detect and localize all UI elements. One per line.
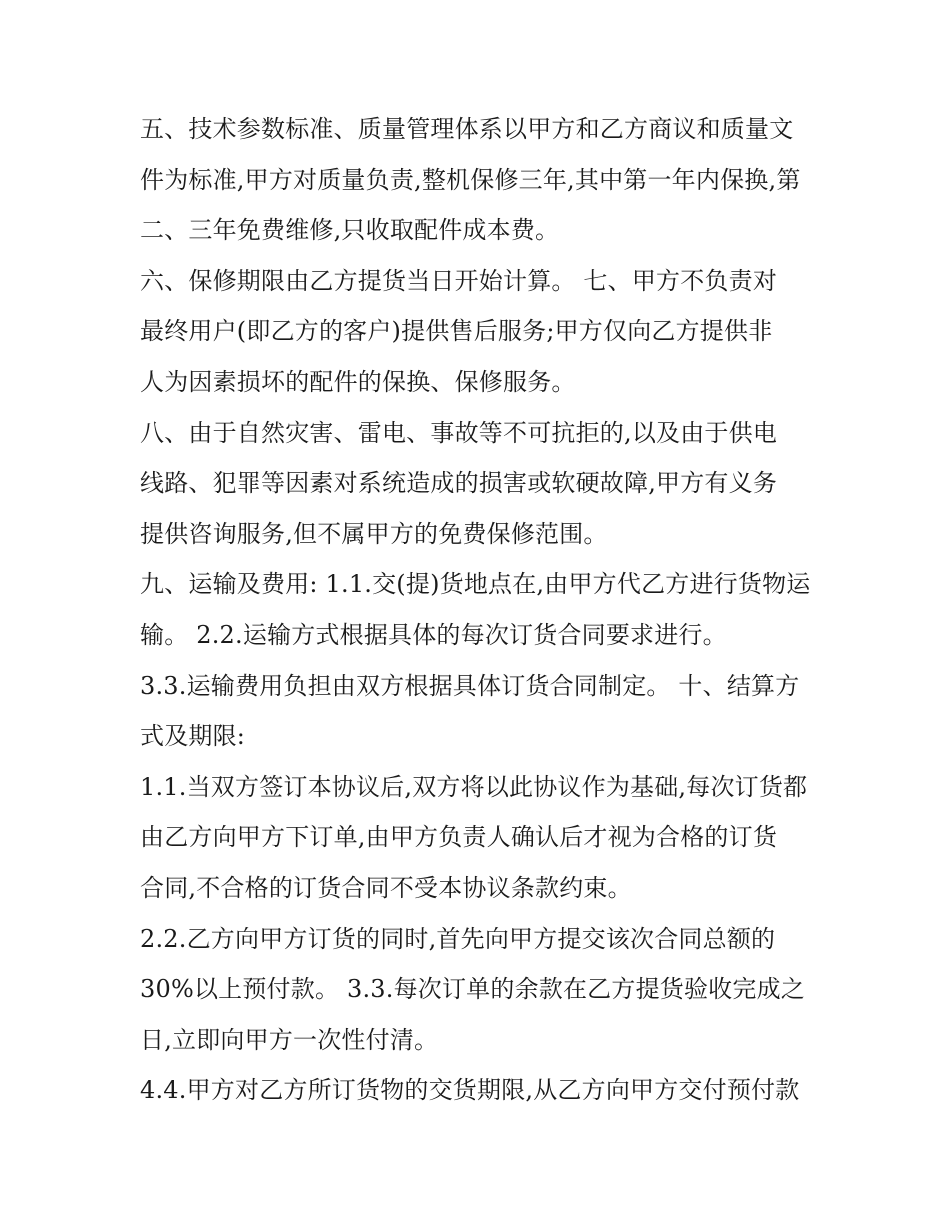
text-line: 合同,不合格的订货合同不受本协议条款约束。 <box>140 873 632 902</box>
text-line: 1.1.当双方签订本协议后,双方将以此协议作为基础,每次订货都 <box>140 772 808 801</box>
clause-5-paragraph <box>140 104 812 256</box>
text-line: 五、技术参数标准、质量管理体系以甲方和乙方商议和质量文 <box>140 115 794 143</box>
clause-6-7-paragraph <box>140 256 812 408</box>
clause-10-2-paragraph <box>140 914 812 1066</box>
clause-10-1-paragraph <box>140 762 812 914</box>
clause-9-paragraph <box>140 559 812 660</box>
document-body <box>140 104 812 1116</box>
text-line: 输。 2.2.运输方式根据具体的每次订货合同要求进行。 <box>140 620 727 649</box>
text-line: 由乙方向甲方下订单,由甲方负责人确认后才视为合格的订货 <box>140 823 778 852</box>
text-line: 八、由于自然灾害、雷电、事故等不可抗拒的,以及由于供电 <box>140 418 778 447</box>
clause-8-paragraph <box>140 408 812 560</box>
clause-9-3-paragraph <box>140 661 812 762</box>
text-line: 式及期限: <box>140 722 246 751</box>
clause-10-4-paragraph <box>140 1065 812 1116</box>
text-line: 六、保修期限由乙方提货当日开始计算。 七、甲方不负责对 <box>140 266 778 295</box>
text-line: 件为标准,甲方对质量负责,整机保修三年,其中第一年内保换,第 <box>140 165 801 194</box>
text-line: 最终用户(即乙方的客户)提供售后服务;甲方仅向乙方提供非 <box>140 317 773 346</box>
text-line: 提供咨询服务,但不属甲方的免费保修范围。 <box>140 519 608 548</box>
text-line: 九、运输及费用: 1.1.交(提)货地点在,由甲方代乙方进行货物运 <box>140 570 811 599</box>
text-line: 二、三年免费维修,只收取配件成本费。 <box>140 216 560 245</box>
text-line: 线路、犯罪等因素对系统造成的损害或软硬故障,甲方有义务 <box>140 469 778 498</box>
text-line: 30%以上预付款。 3.3.每次订单的余款在乙方提货验收完成之 <box>140 975 805 1004</box>
text-line: 人为因素损坏的配件的保换、保修服务。 <box>140 367 576 396</box>
text-line: 2.2.乙方向甲方订货的同时,首先向甲方提交该次合同总额的 <box>140 924 776 953</box>
text-line: 日,立即向甲方一次性付清。 <box>140 1025 439 1054</box>
text-line: 4.4.甲方对乙方所订货物的交货期限,从乙方向甲方交付预付款 <box>140 1076 800 1105</box>
text-line: 3.3.运输费用负担由双方根据具体订货合同制定。 十、结算方 <box>140 671 800 700</box>
